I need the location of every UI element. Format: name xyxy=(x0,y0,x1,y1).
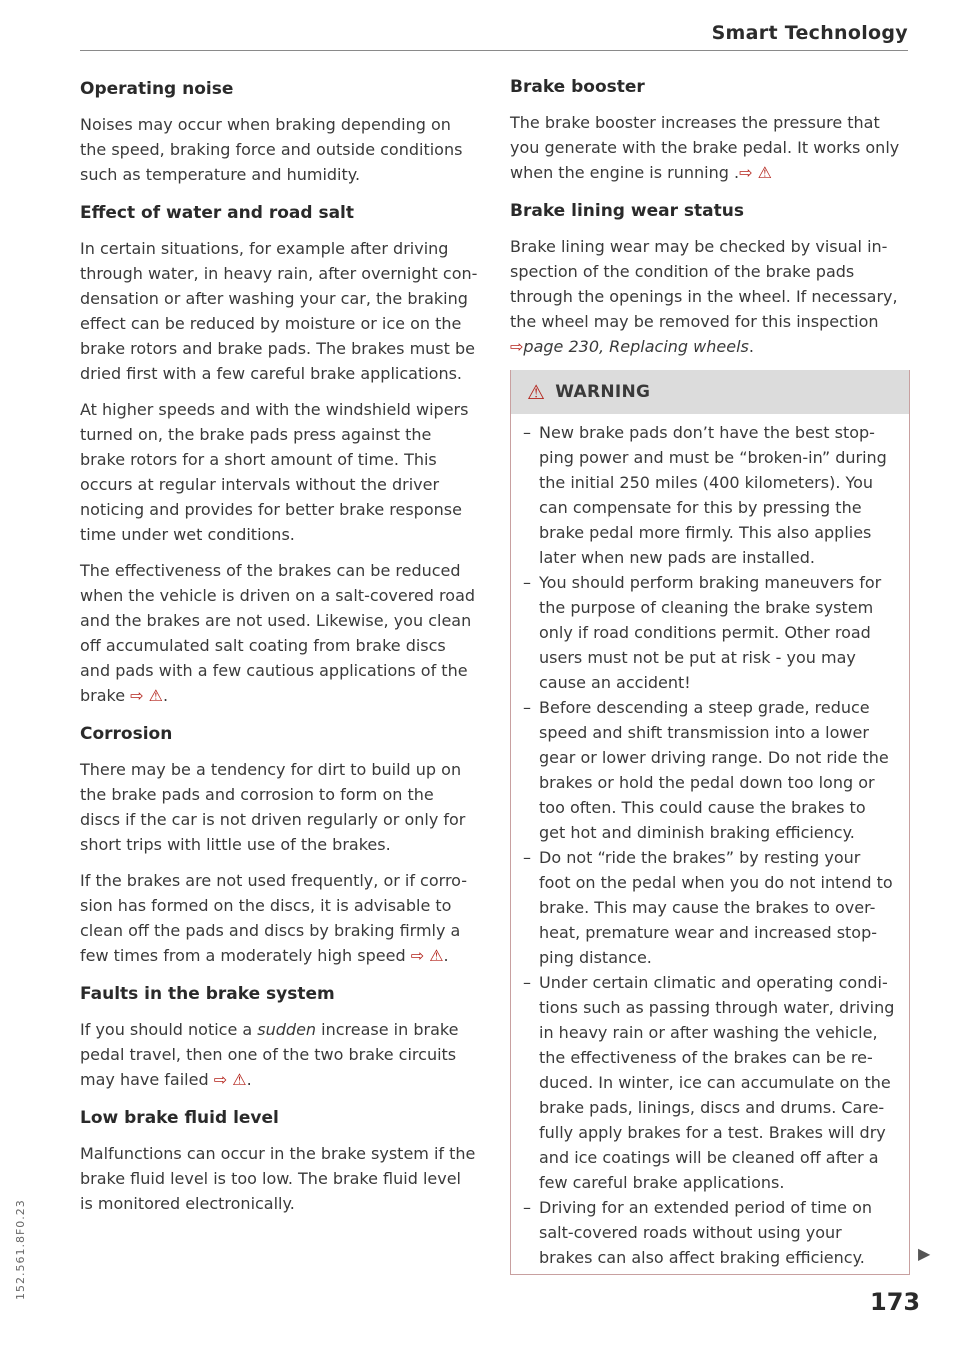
lining-text: Brake lining wear may be checked by visual in-spection of the condition of the brake pads through the openings in the wheel. If necessary, the wheel may be removed for this inspection ⇨page 230, Replacing wheels. xyxy=(510,237,898,356)
warning-triangle-icon: ⚠ xyxy=(527,380,546,404)
warning-header xyxy=(511,370,909,414)
water-salt-paragraph-3: The effectiveness of the brakes can be reduced when the vehicle is driven on a salt-covered road and the brakes are not used. Likewise, you clean off accumulated salt coating from brake discs and pads with a few cautious applications of the brake ⇨ ⚠. xyxy=(80,561,476,705)
warning-item: – Under certain climatic and operating condi-tions such as passing through water, driving in heavy rain or after washing the vehicle, the effectiveness of the brakes can be re-duced. In winter, ice can accumulate on the brake pads, linings, discs and drums. Care-fully apply brakes for a test. Brakes will dry and ice coatings will be cleaned off after a few careful brake applications. xyxy=(523,970,895,1195)
continue-arrow-icon: ▶ xyxy=(918,1244,931,1263)
water-salt-paragraph-2: At higher speeds and with the windshield wipers turned on, the brake pads press against the brake rotors for a short amount of time. This occurs at regular intervals without the driver noticing and provides for better brake response time under wet conditions. xyxy=(80,400,469,544)
warning-item: – Do not “ride the brakes” by resting your foot on the pedal when you do not intend to brake. This may cause the brakes to over-heat, premature wear and increased stop-ping distance. xyxy=(523,845,895,970)
corrosion-paragraph-1: There may be a tendency for dirt to build up on the brake pads and corrosion to form on the discs if the car is not driven regularly or only for short trips with little use of the brakes. xyxy=(80,760,466,854)
warning-triangle-icon: ⚠ xyxy=(429,946,444,965)
warning-item: – You should perform braking maneuvers for the purpose of cleaning the brake system only if road conditions permit. Other road users must not be put at risk - you may cause an accident! xyxy=(523,570,895,695)
warning-triangle-icon: ⚠ xyxy=(148,686,164,705)
page-reference-link[interactable]: page 230, Replacing wheels xyxy=(523,337,749,356)
page-number: 173 xyxy=(870,1288,921,1316)
right-column xyxy=(510,72,910,1275)
warning-item: – Driving for an extended period of time on salt-covered roads without using your brakes can also affect braking efficiency. xyxy=(523,1195,895,1270)
reference-arrow-icon: ⇨ xyxy=(739,163,753,182)
operating-noise-text: Noises may occur when braking depending on the speed, braking force and outside conditions such as temperature and humidity. xyxy=(80,115,463,184)
warning-title: WARNING xyxy=(555,382,651,402)
reference-arrow-icon: ⇨ xyxy=(410,946,425,965)
corrosion-heading: Corrosion xyxy=(80,724,173,744)
water-salt-heading: Effect of water and road salt xyxy=(80,203,354,223)
lining-heading: Brake lining wear status xyxy=(510,201,744,221)
faults-text: If you should notice a sudden increase in brake pedal travel, then one of the two brake circuits may have failed ⇨ ⚠. xyxy=(80,1020,459,1089)
warning-list xyxy=(511,420,909,1270)
booster-heading: Brake booster xyxy=(510,77,645,97)
emphasis-sudden: sudden xyxy=(257,1020,317,1039)
header-rule xyxy=(80,50,908,51)
warning-triangle-icon: ⚠ xyxy=(757,163,772,182)
corrosion-paragraph-2: If the brakes are not used frequently, or if corro-sion has formed on the discs, it is advisable to clean off the pads and discs by braking firmly a few times from a moderately high speed ⇨ ⚠. xyxy=(80,871,468,965)
section-title: Smart Technology xyxy=(711,22,908,44)
side-document-code: 152.561.8F0.23 xyxy=(14,1199,27,1300)
faults-heading: Faults in the brake system xyxy=(80,984,335,1004)
left-column xyxy=(80,72,478,1227)
reference-arrow-icon: ⇨ xyxy=(130,686,144,705)
water-salt-paragraph-1: In certain situations, for example after driving through water, in heavy rain, after overnight con-densation or after washing your car, the braking effect can be reduced by moisture or ice on the brake rotors and brake pads. The brakes must be dried first with a few careful brake applications. xyxy=(80,239,478,383)
fluid-text: Malfunctions can occur in the brake system if the brake fluid level is too low. The brake fluid level is monitored electronically. xyxy=(80,1144,476,1213)
operating-noise-heading: Operating noise xyxy=(80,79,234,99)
reference-arrow-icon: ⇨ xyxy=(213,1070,228,1089)
warning-item: – New brake pads don’t have the best stop-ping power and must be “broken-in” during the initial 250 miles (400 kilometers). You can compensate for this by pressing the brake pedal more firmly. This also applies later when new pads are installed. xyxy=(523,420,895,570)
warning-triangle-icon: ⚠ xyxy=(232,1070,247,1089)
fluid-heading: Low brake fluid level xyxy=(80,1108,279,1128)
booster-text: The brake booster increases the pressure that you generate with the brake pedal. It works only when the engine is running .⇨ ⚠ xyxy=(510,113,900,182)
warning-item: – Before descending a steep grade, reduce speed and shift transmission into a lower gear or lower driving range. Do not ride the brakes or hold the pedal down too long or too often. This could cause the brakes to get hot and diminish braking efficiency. xyxy=(523,695,895,845)
reference-arrow-icon: ⇨ xyxy=(510,337,524,356)
warning-box xyxy=(510,370,910,1275)
